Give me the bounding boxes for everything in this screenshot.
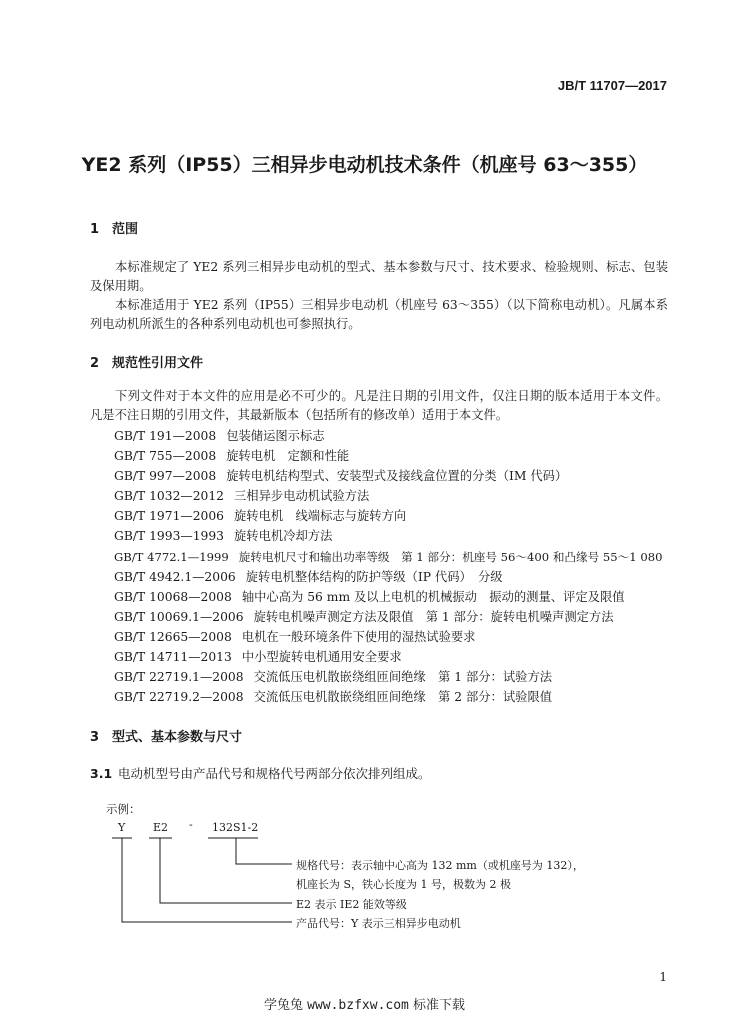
reference-item: GB/T 12665—2008 电机在一般环境条件下使用的湿热试验要求 <box>114 629 476 644</box>
section-title: 型式、基本参数与尺寸 <box>112 730 243 745</box>
reference-item: GB/T 22719.1—2008 交流低压电机散嵌绕组匝间绝缘 第 1 部分：试验方法 <box>114 670 553 685</box>
reference-item: GB/T 1032—2012 三相异步电动机试验方法 <box>114 489 370 504</box>
reference-item: GB/T 10068—2008 轴中心高为 56 mm 及以上电机的机械振动 振动的测量、评定及限值 <box>114 589 625 604</box>
reference-item: GB/T 4942.1—2006 旋转电机整体结构的防护等级（IP 代码） 分级 <box>114 569 503 584</box>
section-title: 规范性引用文件 <box>112 356 204 371</box>
footer-tail: 标准下载 <box>413 998 466 1013</box>
footer-site: 学兔兔 <box>263 998 303 1013</box>
reference-item: GB/T 14711—2013 中小型旋转电机通用安全要求 <box>114 650 402 665</box>
reference-item: GB/T 997—2008 旋转电机结构型式、安装型式及接线盒位置的分类（IM 代码） <box>114 469 568 484</box>
section-2-intro: 下列文件对于本文件的应用是必不可少的。凡是注日期的引用文件，仅注日期的版本适用于本文件。凡是不注日期的引用文件，其最新版本（包括所有的修改单）适用于本文件。 <box>90 389 668 422</box>
example-label: 示例： <box>106 802 141 816</box>
reference-item: GB/T 4772.1—1999 旋转电机尺寸和输出功率等级 第 1 部分：机座号 56～400 和凸缘号 55～1 080 <box>114 549 663 564</box>
document-title: YE2 系列（IP55）三相异步电动机技术条件（机座号 63～355） <box>81 154 648 176</box>
note-spec-line-1: 规格代号：表示轴中心高为 132 mm（或机座号为 132）， <box>296 859 584 872</box>
section-title: 范围 <box>112 222 139 237</box>
code-dash: - <box>189 818 193 831</box>
standard-number: JB/T 11707—2017 <box>557 78 667 93</box>
reference-item: GB/T 1971—2006 旋转电机 线端标志与旋转方向 <box>114 509 407 524</box>
clause-number: 3.1 <box>90 766 113 781</box>
footer-url[interactable]: www.bzfxw.com <box>307 998 409 1013</box>
reference-item: GB/T 22719.2—2008 交流低压电机散嵌绕组匝间绝缘 第 2 部分：试验限值 <box>114 690 553 705</box>
reference-item: GB/T 1993—1993 旋转电机冷却方法 <box>114 529 333 544</box>
reference-item: GB/T 191—2008 包装储运图示标志 <box>114 429 325 443</box>
note-e2: E2 表示 IE2 能效等级 <box>296 898 407 911</box>
section-number: 1 <box>90 222 100 237</box>
note-y: 产品代号：Y 表示三相异步电动机 <box>296 917 461 930</box>
note-spec-line-2: 机座长为 S，铁心长度为 1 号，极数为 2 极 <box>296 878 512 891</box>
reference-item: GB/T 10069.1—2006 旋转电机噪声测定方法及限值 第 1 部分：旋转电机噪声测定方法 <box>114 609 614 624</box>
leader-y <box>122 838 292 922</box>
footer-watermark[interactable] <box>0 994 729 1013</box>
code-y: Y <box>118 821 126 834</box>
reference-item: GB/T 755—2008 旋转电机 定额和性能 <box>114 449 350 464</box>
section-1-paragraph-1: 本标准规定了 YE2 系列三相异步电动机的型式、基本参数与尺寸、技术要求、检验规则、标志、包装及保用期。 <box>90 260 668 293</box>
code-e2: E2 <box>153 821 169 834</box>
section-number: 2 <box>90 356 100 371</box>
code-spec: 132S1-2 <box>212 821 259 834</box>
leader-e2 <box>160 838 292 903</box>
leader-spec <box>236 838 292 864</box>
page-number: 1 <box>659 970 667 984</box>
section-1-paragraph-2: 本标准适用于 YE2 系列（IP55）三相异步电动机（机座号 63～355）（以下简称电动机）。凡属本系列电动机所派生的各种系列电动机也可参照执行。 <box>90 298 668 331</box>
section-number: 3 <box>90 730 100 745</box>
clause-text: 电动机型号由产品代号和规格代号两部分依次排列组成。 <box>118 766 431 781</box>
